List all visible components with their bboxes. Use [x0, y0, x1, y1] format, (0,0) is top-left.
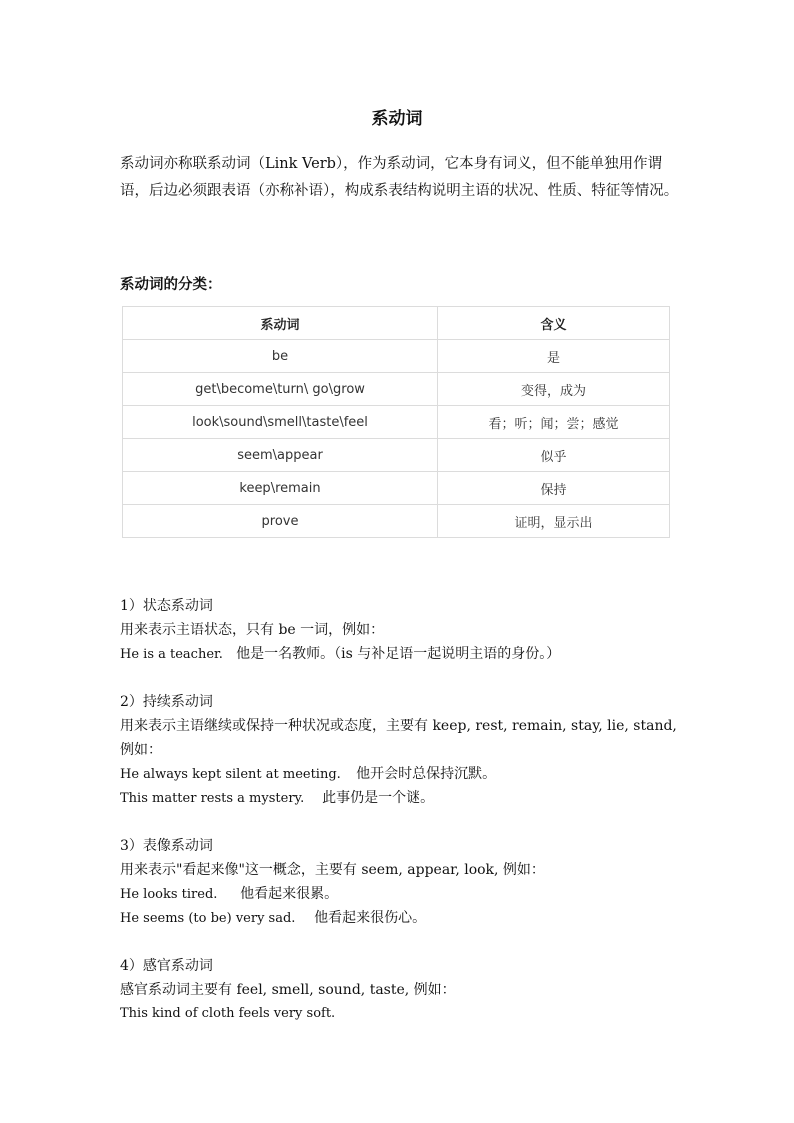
verb-cell: prove — [123, 505, 438, 538]
example-chinese: 他是一名教师。（is 与补足语一起说明主语的身份。） — [236, 646, 561, 662]
section-continuing-verbs — [120, 690, 680, 810]
table-row — [123, 472, 670, 505]
example-english: He looks tired. — [120, 887, 218, 902]
section-appearance-verbs — [120, 834, 680, 930]
meaning-cell: 似乎 — [438, 439, 670, 472]
verb-cell: get\become\turn\ go\grow — [123, 373, 438, 406]
example-english: He always kept silent at meeting. — [120, 767, 341, 782]
table-header-row — [123, 307, 670, 340]
verb-cell: seem\appear — [123, 439, 438, 472]
section-sensory-verbs — [120, 954, 680, 1026]
example-chinese: 他开会时总保持沉默。 — [356, 766, 497, 782]
table-row — [123, 406, 670, 439]
section-state-verbs — [120, 594, 680, 666]
section-heading: 4）感官系动词 — [120, 958, 213, 974]
meaning-cell: 是 — [438, 340, 670, 373]
section-description: 用来表示主语继续或保持一种状况或态度，主要有 keep, rest, remain, stay, lie, stand, 例如： — [120, 718, 677, 758]
example-sentence — [120, 762, 680, 786]
column-header-verb: 系动词 — [123, 307, 438, 340]
table-row — [123, 439, 670, 472]
verb-cell: look\sound\smell\taste\feel — [123, 406, 438, 439]
column-header-meaning: 含义 — [438, 307, 670, 340]
verb-cell: keep\remain — [123, 472, 438, 505]
example-chinese: 他看起来很伤心。 — [314, 910, 427, 926]
example-sentence — [120, 642, 680, 666]
section-description: 用来表示"看起来像"这一概念，主要有 seem, appear, look, 例如： — [120, 862, 545, 878]
example-sentence — [120, 1002, 680, 1026]
link-verb-table — [122, 306, 670, 538]
example-english: This matter rests a mystery. — [120, 791, 305, 806]
example-english: He is a teacher. — [120, 647, 223, 662]
intro-paragraph: 系动词亦称联系动词（Link Verb），作为系动词，它本身有词义，但不能单独用作谓语，后边必须跟表语（亦称补语），构成系表结构说明主语的状况、性质、特征等情况。 — [120, 156, 679, 199]
table-row — [123, 505, 670, 538]
section-description: 用来表示主语状态，只有 be 一词，例如： — [120, 622, 385, 638]
section-heading: 2）持续系动词 — [120, 694, 213, 710]
meaning-cell: 保持 — [438, 472, 670, 505]
example-sentence — [120, 906, 680, 930]
table-row — [123, 340, 670, 373]
example-sentence — [120, 882, 680, 906]
page-title: 系动词 — [371, 109, 423, 129]
meaning-cell: 证明，显示出 — [438, 505, 670, 538]
section-heading: 3）表像系动词 — [120, 838, 213, 854]
example-english: This kind of cloth feels very soft. — [120, 1006, 336, 1021]
table-row — [123, 373, 670, 406]
section-description: 感官系动词主要有 feel, smell, sound, taste, 例如： — [120, 982, 456, 998]
example-chinese: 此事仍是一个谜。 — [322, 790, 435, 806]
meaning-cell: 看；听；闻；尝；感觉 — [438, 406, 670, 439]
example-sentence — [120, 786, 680, 810]
example-english: He seems (to be) very sad. — [120, 911, 296, 926]
section-heading: 1）状态系动词 — [120, 598, 213, 614]
meaning-cell: 变得，成为 — [438, 373, 670, 406]
example-chinese: 他看起来很累。 — [240, 886, 339, 902]
classification-heading: 系动词的分类： — [120, 277, 222, 293]
verb-cell: be — [123, 340, 438, 373]
